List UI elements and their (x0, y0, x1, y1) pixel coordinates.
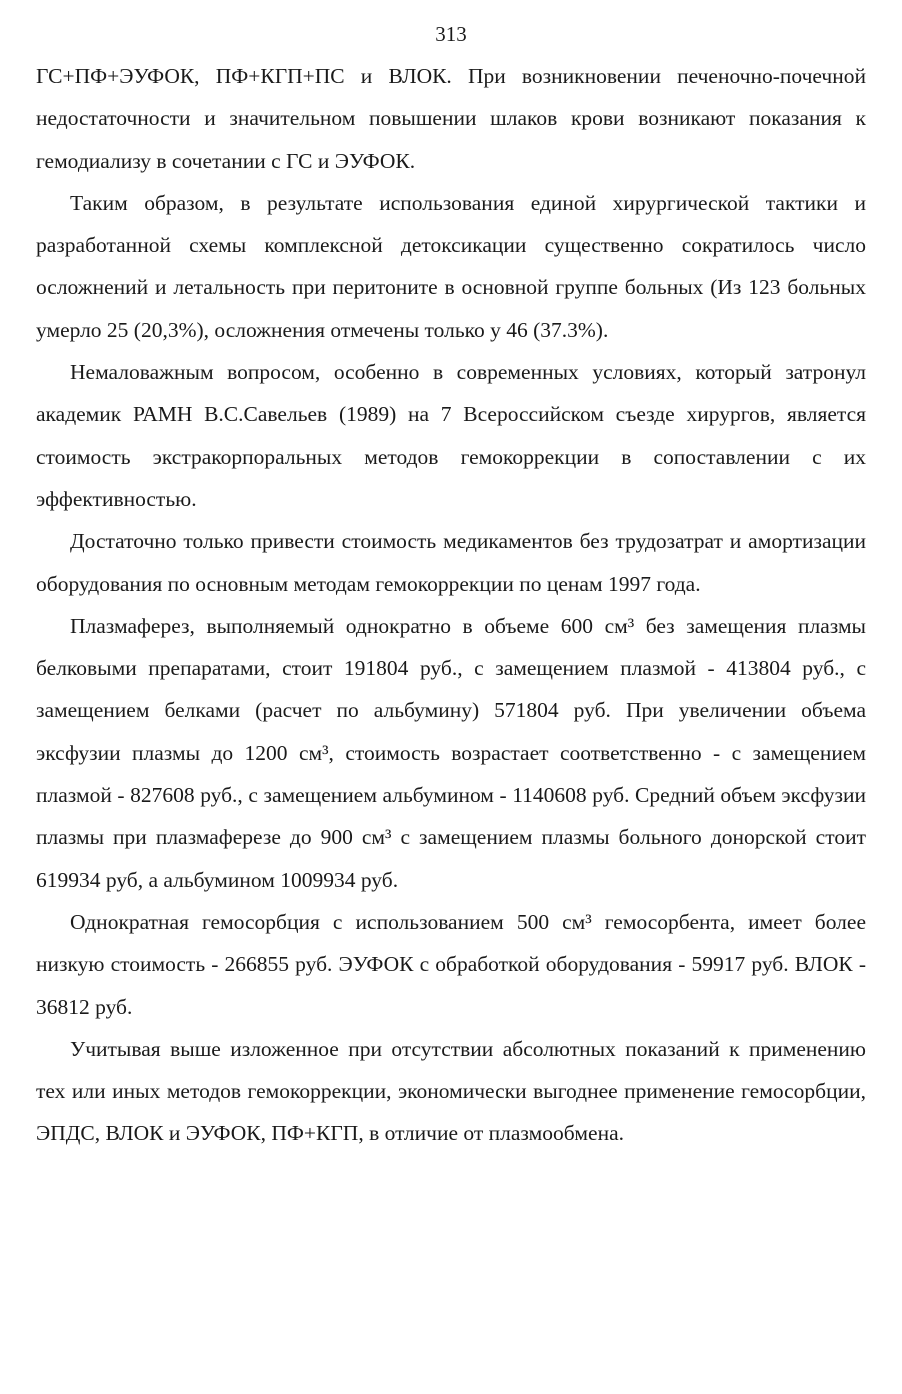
paragraph-medication-cost: Достаточно только привести стоимость медикаментов без трудозатрат и амортизации оборудования по основным методам гемокоррекции по ценам 1997 года. (36, 529, 866, 596)
page-number: 313 (435, 22, 467, 46)
paragraph-hemosorption: Однократная гемосорбция с использованием 500 см³ гемосорбента, имеет более низкую стоимость - 266855 руб. ЭУФОК с обработкой оборудования - 59917 руб. ВЛОК - 36812 руб. (36, 909, 866, 1019)
body-text (36, 55, 866, 1155)
paragraph-plasmapheresis: Плазмаферез, выполняемый однократно в объеме 600 см³ без замещения плазмы белковыми препаратами, стоит 191804 руб., с замещением плазмой - 413804 руб., с замещением белками (расчет по альбумину) 571804 руб. При увеличении объема эксфузии плазмы до 1200 см³, стоимость возрастает соответственно - с замещением плазмой - 827608 руб., с замещением альбумином - 1140608 руб. Средний объем эксфузии плазмы при плазмаферезе до 900 см³ с замещением плазмы больного донорской стоит 619934 руб, а альбумином 1009934 руб. (36, 613, 866, 892)
paragraph-conclusion: Таким образом, в результате использования единой хирургической тактики и разработанной схемы комплексной детоксикации существенно сократилось число осложнений и летальность при перитоните в основной группе больных (Из 123 больных умерло 25 (20,3%), осложнения отмечены только у 46 (37.3%). (36, 190, 866, 342)
paragraph-summary: Учитывая выше изложенное при отсутствии абсолютных показаний к применению тех или иных методов гемокоррекции, экономически выгоднее применение гемосорбции, ЭПДС, ВЛОК и ЭУФОК, ПФ+КГП, в отличие от плазмообмена. (36, 1036, 866, 1146)
paragraph-continuation: ГС+ПФ+ЭУФОК, ПФ+КГП+ПС и ВЛОК. При возникновении печеночно-почечной недостаточности и значительном повышении шлаков крови возникают показания к гемодиализу в сочетании с ГС и ЭУФОК. (36, 64, 866, 173)
paragraph-cost-question: Немаловажным вопросом, особенно в современных условиях, который затронул академик РАМН В.С.Савельев (1989) на 7 Всероссийском съезде хирургов, является стоимость экстракорпоральных методов гемокоррекции в сопоставлении с их эффективностью. (36, 360, 866, 511)
